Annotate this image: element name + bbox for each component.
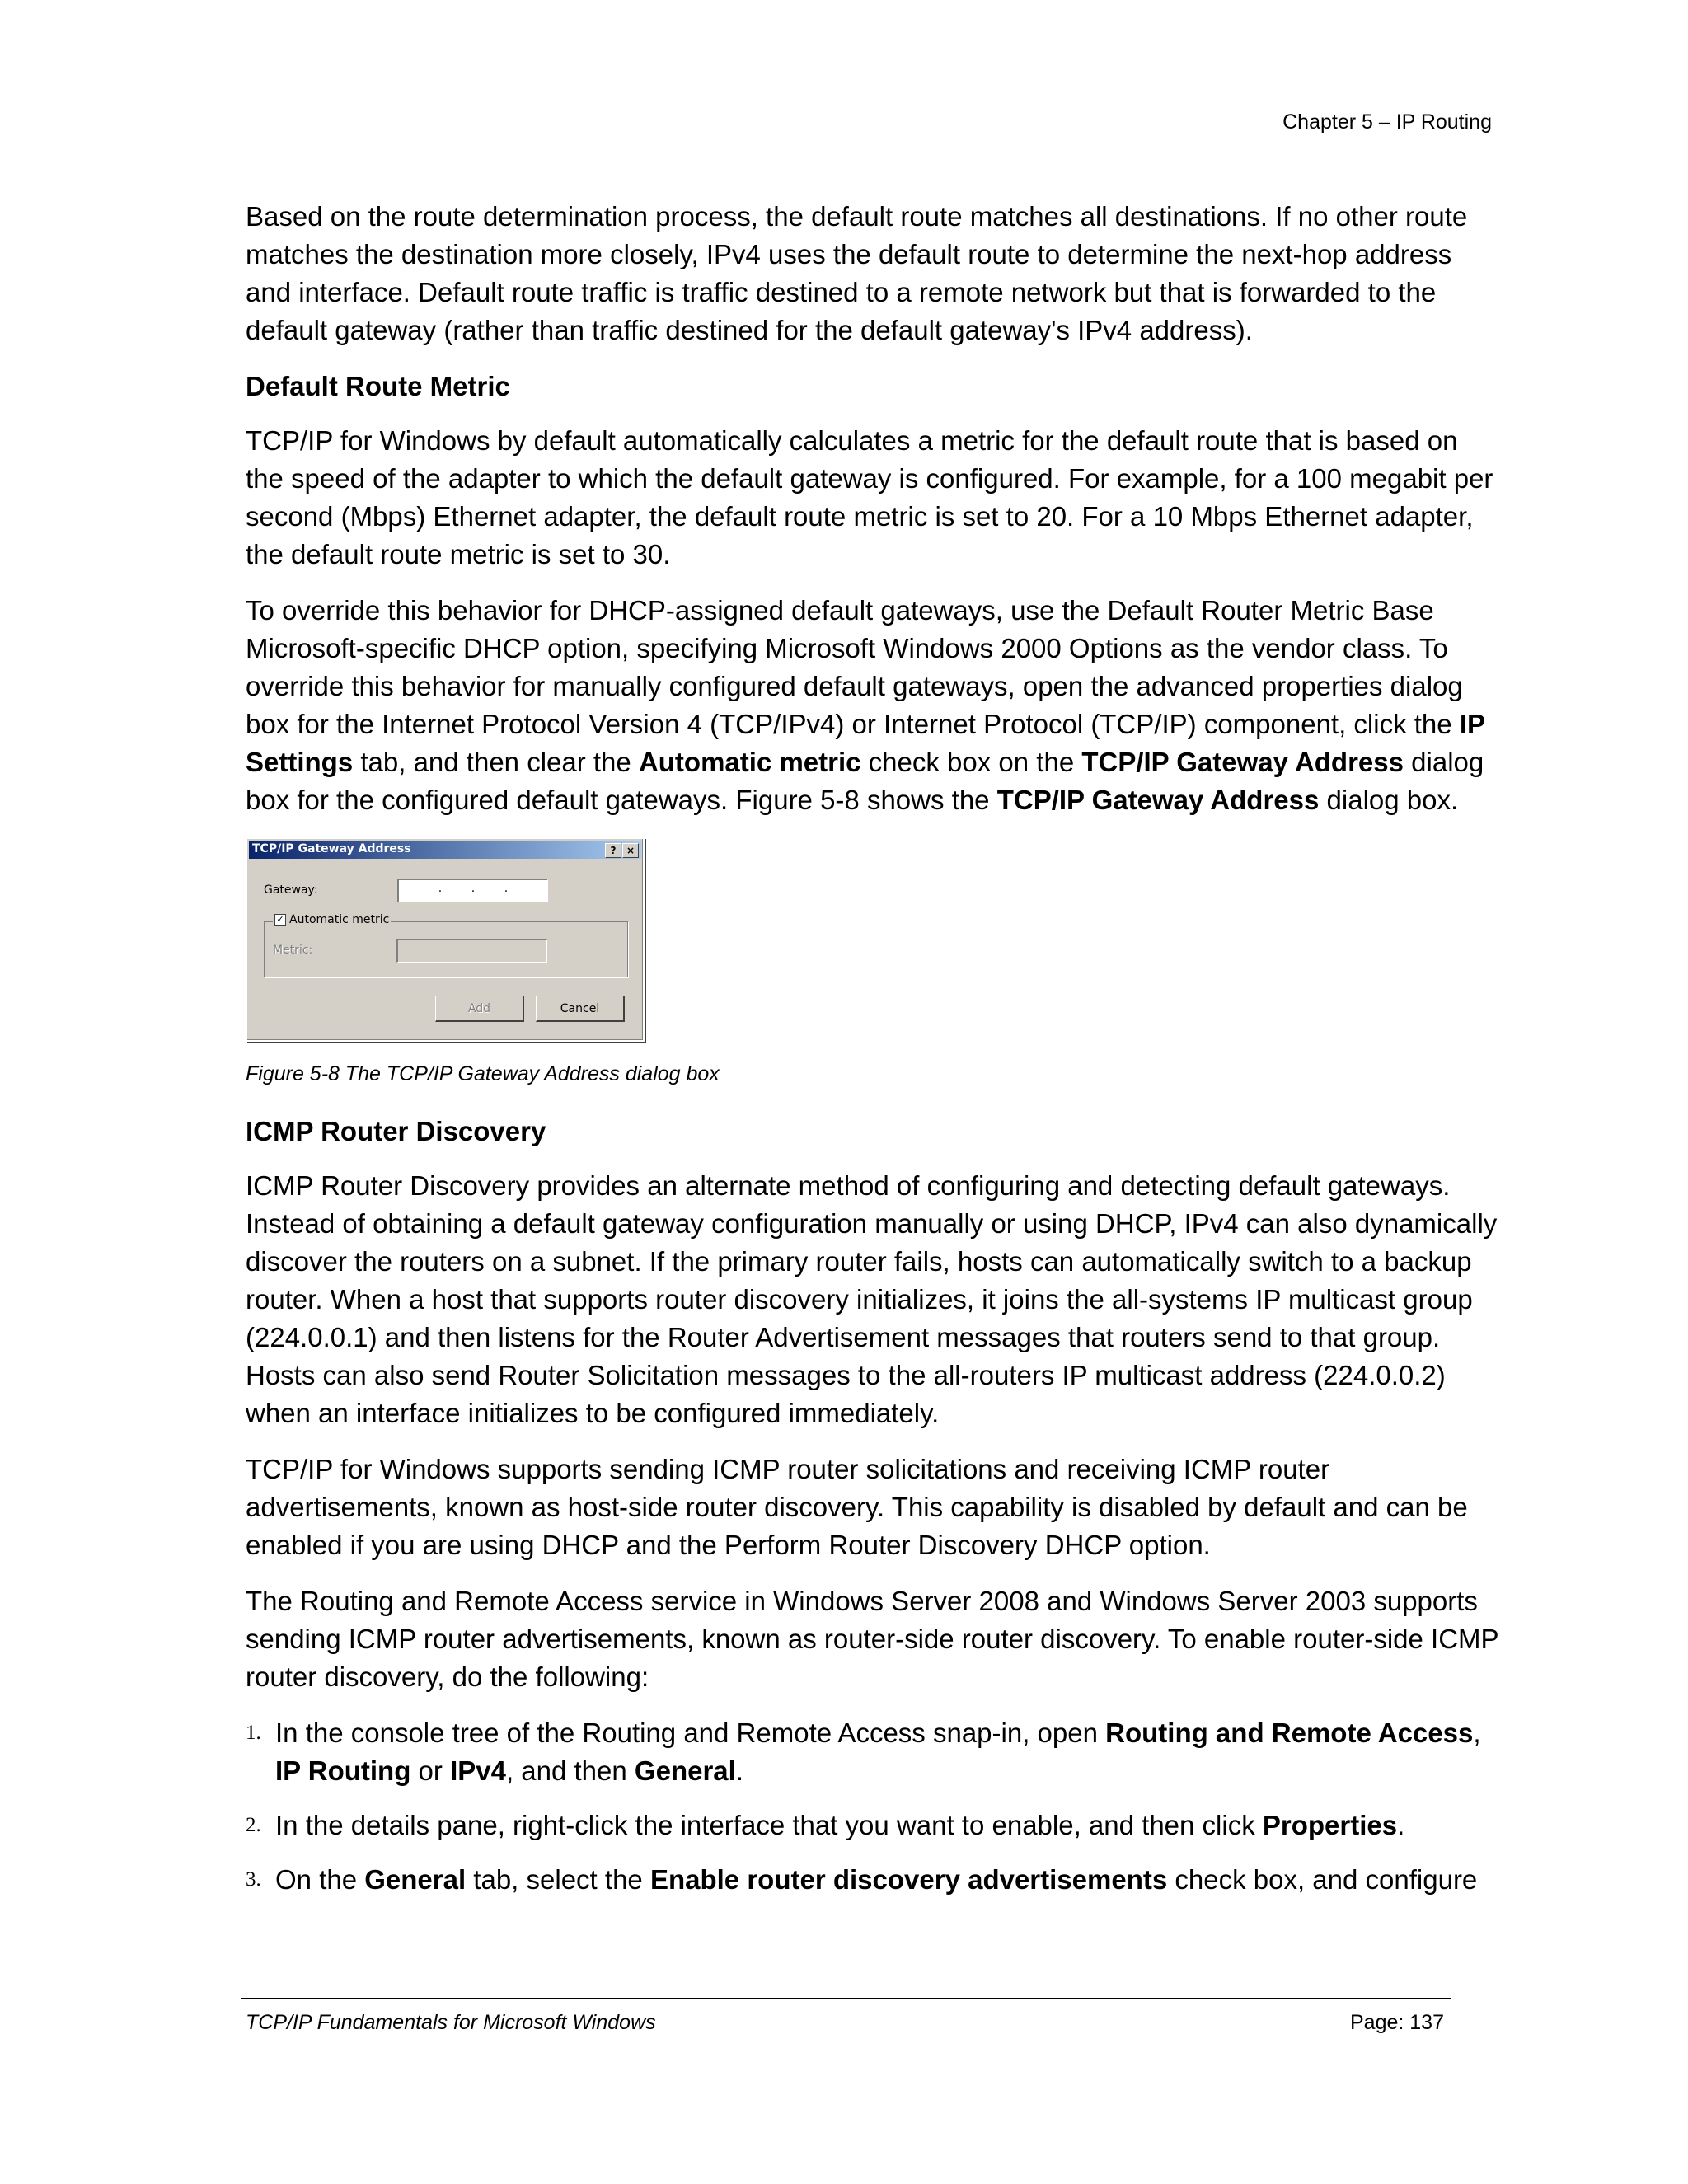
text-run: , xyxy=(1473,1718,1481,1748)
bold-term: TCP/IP Gateway Address xyxy=(996,785,1320,815)
dialog-title-bar xyxy=(249,841,641,859)
text-run: In the console tree of the Routing and Remote Access snap-in, open xyxy=(275,1718,1106,1748)
metric-label: Metric: xyxy=(273,944,313,957)
bold-term: Automatic metric xyxy=(638,747,861,777)
page-content xyxy=(246,198,1498,1915)
metric-input[interactable] xyxy=(396,939,547,963)
ip-dot: . xyxy=(504,882,509,895)
steps-list xyxy=(246,1714,1498,1899)
text-run: In the details pane, right-click the interface that you want to enable, and then click xyxy=(275,1810,1263,1840)
step-number: 2. xyxy=(246,1814,261,1836)
override-paragraph xyxy=(246,592,1498,819)
ip-dot: . xyxy=(471,882,476,895)
bold-term: Enable router discovery advertisements xyxy=(649,1864,1168,1895)
figure-caption: Figure 5-8 The TCP/IP Gateway Address dialog box xyxy=(246,1062,720,1085)
metric-groupbox xyxy=(264,913,628,977)
list-item xyxy=(246,1861,1498,1899)
bold-term: General xyxy=(364,1864,467,1895)
bold-term: IPv4 xyxy=(450,1755,506,1786)
text-run: On the xyxy=(275,1864,365,1895)
text-run: tab, and then clear the xyxy=(353,747,639,777)
section-heading-default-route-metric: Default Route Metric xyxy=(246,371,510,401)
list-item xyxy=(246,1807,1498,1844)
router-discovery-paragraph: ICMP Router Discovery provides an alternate method of configuring and detecting default gateways. Instead of obtaining a default gateway configuration manually or using DHCP, IPv4 can also dynamically discover the routers on a subnet. If the primary router fails, hosts can automatically switch to a backup router. When a host that supports router discovery initializes, it joins the all-systems IP multicast group (224.0.0.1) and then listens for the Router Advertisement messages that routers send to that group. Hosts can also send Router Solicitation messages to the all-routers IP multicast address (224.0.0.2) when an interface initializes to be configured immediately. xyxy=(246,1170,1498,1428)
text-run: or xyxy=(410,1755,451,1786)
text-run: . xyxy=(735,1755,743,1786)
gateway-ip-input[interactable] xyxy=(397,879,548,902)
tcpip-gateway-dialog xyxy=(246,837,645,1042)
add-button[interactable]: Add xyxy=(435,996,524,1022)
router-side-paragraph: The Routing and Remote Access service in Windows Server 2008 and Windows Server 2003 supports sending ICMP router advertisements, known as router-side router discovery. To enable router-side ICMP router discovery, do the following: xyxy=(246,1586,1498,1692)
text-run: . xyxy=(1397,1810,1405,1840)
step-number: 3. xyxy=(246,1868,261,1891)
figure-5-8 xyxy=(246,837,1498,1042)
text-run: dialog box. xyxy=(1319,785,1459,815)
text-run: check box on the xyxy=(860,747,1082,777)
cancel-button[interactable]: Cancel xyxy=(536,996,625,1022)
intro-paragraph: Based on the route determination process, the default route matches all destinations. If no other route matches the destination more closely, IPv4 uses the default route to determine the next-hop address and interface. Default route traffic is traffic destined to a remote network but that is forwarded to the default gateway (rather than traffic destined for the default gateway's IPv4 address). xyxy=(246,201,1468,345)
metric-paragraph: TCP/IP for Windows by default automatically calculates a metric for the default route that is based on the speed of the adapter to which the default gateway is configured. For example, for a 100 megabit per second (Mbps) Ethernet adapter, the default route metric is set to 20. For a 10 Mbps Ethernet adapter, the default route metric is set to 30. xyxy=(246,425,1493,569)
footer-divider xyxy=(241,1998,1451,1999)
page-number: Page: 137 xyxy=(1350,2011,1444,2034)
text-run: check box, and configure xyxy=(1167,1864,1478,1895)
bold-term: Properties xyxy=(1262,1810,1398,1840)
automatic-metric-checkbox-row[interactable] xyxy=(273,913,391,926)
chapter-header: Chapter 5 – IP Routing xyxy=(1282,110,1492,134)
automatic-metric-checkbox[interactable]: ✓ xyxy=(274,914,286,926)
dialog-title: TCP/IP Gateway Address xyxy=(252,842,411,855)
text-run: , and then xyxy=(505,1755,635,1786)
automatic-metric-label: Automatic metric xyxy=(289,913,390,926)
bold-term: General xyxy=(634,1755,736,1786)
list-item xyxy=(246,1714,1498,1790)
text-run: To override this behavior for DHCP-assigned default gateways, use the Default Router Metric Base Microsoft-specific DHCP option, specifying Microsoft Windows 2000 Options as the vendor class. To override this behavior for manually configured default gateways, open the advanced properties dialog box for the Internet Protocol Version 4 (TCP/IPv4) or Internet Protocol (TCP/IP) component, click the xyxy=(246,595,1463,739)
help-button[interactable]: ? xyxy=(605,843,621,858)
ip-separators xyxy=(399,882,547,895)
section-heading-icmp-router-discovery: ICMP Router Discovery xyxy=(246,1116,546,1146)
text-run: tab, select the xyxy=(466,1864,650,1895)
step-number: 1. xyxy=(246,1722,261,1744)
text-run: dialog box for the configured default gateways. Figure 5-8 shows the xyxy=(246,747,1484,815)
bold-term: IP Settings xyxy=(246,709,1485,777)
bold-term: IP Routing xyxy=(275,1755,411,1786)
bold-term: TCP/IP Gateway Address xyxy=(1081,747,1404,777)
footer-title: TCP/IP Fundamentals for Microsoft Windows xyxy=(246,2011,656,2034)
ip-dot: . xyxy=(438,882,443,895)
gateway-label: Gateway: xyxy=(264,883,318,897)
bold-term: Routing and Remote Access xyxy=(1105,1718,1474,1748)
close-button[interactable]: × xyxy=(622,843,639,858)
host-side-paragraph: TCP/IP for Windows supports sending ICMP router solicitations and receiving ICMP router advertisements, known as host-side router discovery. This capability is disabled by default and can be enabled if you are using DHCP and the Perform Router Discovery DHCP option. xyxy=(246,1454,1468,1560)
